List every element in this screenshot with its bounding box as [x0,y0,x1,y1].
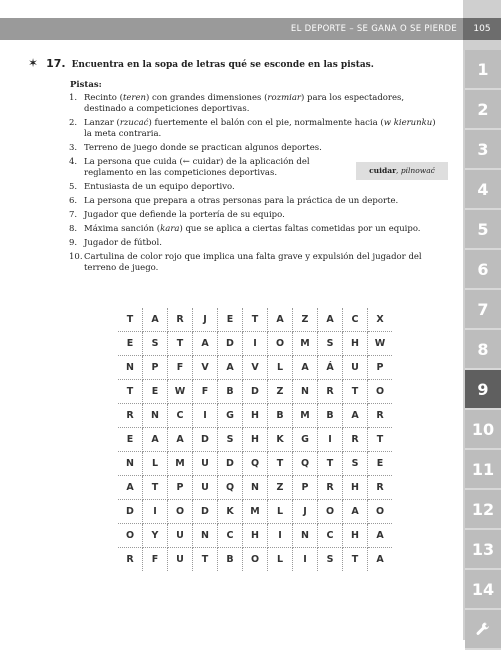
grid-letter[interactable]: T [318,452,343,476]
grid-letter[interactable]: R [118,404,143,428]
clue-text: w kierunku [383,118,433,128]
grid-letter[interactable]: A [368,524,393,548]
grid-letter[interactable]: A [118,476,143,500]
grid-row [118,476,392,500]
grid-letter[interactable]: C [168,404,193,428]
chapter-tab-5[interactable]: 5 [465,210,501,250]
grid-letter[interactable]: K [268,428,293,452]
grid-letter[interactable]: P [293,476,318,500]
grid-letter[interactable]: B [218,380,243,404]
grid-letter[interactable]: I [318,428,343,452]
grid-letter[interactable]: T [168,332,193,356]
grid-letter[interactable]: H [243,428,268,452]
grid-letter[interactable]: A [293,356,318,380]
clue-item [70,143,446,154]
clue-item [70,224,446,235]
grid-letter[interactable]: K [218,500,243,524]
grid-letter[interactable]: Á [318,356,343,380]
grid-letter[interactable]: O [368,380,393,404]
clue-text: kara [160,224,180,234]
chapter-tab-8[interactable]: 8 [465,330,501,370]
clue-text: La persona que prepara a otras personas para la práctica de un deporte. [84,196,399,206]
clue-number: 5. [69,182,78,192]
grid-letter[interactable]: U [168,548,193,572]
clue-number: 4. [69,157,78,167]
clue-text: Recinto ( [84,93,123,103]
grid-letter[interactable]: O [318,500,343,524]
grid-letter[interactable]: O [168,500,193,524]
chapter-tab-14[interactable]: 14 [465,570,501,610]
grid-letter[interactable]: D [193,500,218,524]
grid-letter[interactable]: L [268,548,293,572]
grid-letter[interactable]: V [193,356,218,380]
grid-letter[interactable]: A [143,428,168,452]
grid-letter[interactable]: A [376,554,384,565]
clue-text: ) con grandes dimensiones ( [145,93,268,103]
clue-item [70,182,446,193]
grid-letter[interactable]: R [168,308,193,332]
grid-letter[interactable]: A [343,404,368,428]
clue-number: 7. [69,210,78,220]
grid-row [118,500,392,524]
grid-letter[interactable]: V [243,356,268,380]
clue-text: Máxima sanción ( [84,224,161,234]
grid-letter[interactable]: E [118,332,143,356]
grid-letter[interactable]: J [293,500,318,524]
clue-number: 9. [69,238,78,248]
grid-letter[interactable]: S [318,548,343,572]
clue-item [70,196,446,207]
grid-row [118,524,392,548]
star-icon: ✶ [28,56,39,70]
clue-text: ) para los espectadores, destinado a competiciones deportivas. [84,93,405,114]
grid-letter[interactable]: L [268,500,293,524]
grid-letter[interactable]: E [118,428,143,452]
vocabulary-box [356,162,448,180]
grid-row [118,404,392,428]
grid-letter[interactable]: H [243,404,268,428]
grid-letter[interactable]: R [318,476,343,500]
grid-letter[interactable]: O [243,548,268,572]
grid-letter[interactable]: A [218,356,243,380]
grid-letter[interactable]: W [168,380,193,404]
grid-letter[interactable]: A [193,332,218,356]
grid-letter[interactable]: Z [293,308,318,332]
grid-letter[interactable]: H [343,476,368,500]
grid-letter[interactable]: E [143,380,168,404]
grid-letter[interactable]: T [193,548,218,572]
grid-letter[interactable]: H [343,332,368,356]
grid-letter[interactable]: T [118,380,143,404]
clue-text: teren [122,93,146,103]
chapter-title: EL DEPORTE – SE GANA O SE PIERDE [290,24,457,34]
grid-letter[interactable]: N [118,356,143,380]
clue-number: 3. [69,143,78,153]
clue-text: La persona que cuida (← cuidar) de la aplicación del reglamento en las competiciones deportivas. [84,157,310,178]
grid-letter[interactable]: R [318,380,343,404]
grid-letter[interactable]: T [268,452,293,476]
grid-letter[interactable]: C [218,524,243,548]
grid-letter[interactable]: T [118,308,143,332]
grid-letter[interactable]: G [218,404,243,428]
clue-list [70,93,446,277]
header-bar [0,18,463,40]
grid-letter[interactable]: P [143,356,168,380]
exercise-instruction: Encuentra en la sopa de letras qué se esconde en las pistas. [71,60,374,70]
grid-letter[interactable]: S [343,452,368,476]
grid-letter[interactable]: C [343,308,368,332]
grid-letter[interactable]: D [193,428,218,452]
clue-item [70,210,446,221]
chapter-tab-9[interactable]: 9 [465,370,501,410]
grid-row [118,548,392,572]
clue-text: Entusiasta de un equipo deportivo. [84,182,235,192]
grid-letter[interactable]: D [218,332,243,356]
grid-letter[interactable]: N [118,452,143,476]
grid-letter[interactable]: A [318,308,343,332]
grid-letter[interactable]: M [243,500,268,524]
grid-letter[interactable]: Y [143,524,168,548]
clue-text: Lanzar ( [84,118,120,128]
grid-letter[interactable]: B [318,404,343,428]
grid-letter[interactable]: N [143,404,168,428]
grid-letter[interactable]: U [343,356,368,380]
grid-letter[interactable]: A [343,500,368,524]
grid-letter[interactable]: T [343,548,368,572]
grid-letter[interactable]: T [143,476,168,500]
grid-letter[interactable]: B [218,548,243,572]
chapter-tab-1[interactable]: 1 [465,50,501,90]
grid-letter[interactable]: I [268,524,293,548]
grid-row [118,308,392,332]
grid-letter[interactable]: H [243,524,268,548]
grid-letter[interactable]: U [193,476,218,500]
grid-letter[interactable]: P [168,476,193,500]
clue-text: Terreno de juego donde se practican algunos deportes. [84,143,322,153]
grid-letter[interactable]: C [318,524,343,548]
grid-letter[interactable]: U [193,452,218,476]
grid-letter[interactable]: X [368,308,393,332]
clue-number: 10. [69,252,83,262]
grid-letter[interactable]: I [243,332,268,356]
grid-letter[interactable]: D [118,500,143,524]
grid-letter[interactable]: Q [243,452,268,476]
grid-letter[interactable]: U [168,524,193,548]
chapter-tab-10[interactable]: 10 [465,410,501,450]
exercise-heading [28,56,374,70]
grid-letter[interactable]: M [293,404,318,428]
grid-letter[interactable]: N [293,380,318,404]
grid-letter[interactable]: E [368,452,393,476]
clue-text: ) que se aplica a ciertas faltas cometidas por un equipo. [179,224,421,234]
vocab-translation: pilnować [400,166,435,175]
chapter-tab-13[interactable]: 13 [465,530,501,570]
grid-letter[interactable]: Q [293,452,318,476]
clue-item [70,238,446,249]
grid-letter[interactable]: Q [218,476,243,500]
grid-letter[interactable]: H [343,524,368,548]
clue-item [70,93,446,115]
chapter-tab-12[interactable]: 12 [465,490,501,530]
grid-letter[interactable]: S [318,332,343,356]
grid-letter[interactable]: A [143,308,168,332]
chapter-tab-2[interactable]: 2 [465,90,501,130]
grid-letter[interactable]: R [368,476,393,500]
clue-number: 6. [69,196,78,206]
clue-text: ) fuertemente el balón con el pie, normalmente hacia ( [148,118,384,128]
grid-letter[interactable]: N [243,476,268,500]
grid-letter[interactable]: R [343,428,368,452]
grid-letter[interactable]: O [118,524,143,548]
grid-letter[interactable]: Z [268,476,293,500]
chapter-tab-7[interactable]: 7 [465,290,501,330]
grid-letter[interactable]: R [368,404,393,428]
clue-text: Jugador que defiende la portería de su equipo. [84,210,285,220]
grid-letter[interactable]: F [143,548,168,572]
clue-text: rozmiar [267,93,301,103]
wrench-icon[interactable] [465,610,501,650]
grid-letter[interactable]: N [193,524,218,548]
clue-number: 1. [69,93,78,103]
grid-letter[interactable]: N [293,524,318,548]
grid-letter[interactable]: I [193,404,218,428]
vocab-word: cuidar [369,166,397,175]
clue-number: 2. [69,118,78,128]
grid-letter[interactable]: D [218,452,243,476]
chapter-tab-4[interactable]: 4 [465,170,501,210]
grid-letter[interactable]: W [368,332,393,356]
grid-row [118,356,392,380]
clue-text: rzucać [119,118,149,128]
clue-item [70,118,446,140]
grid-row [118,452,392,476]
clue-text: Cartulina de color rojo que implica una falta grave y expulsión del jugador del terreno de juego. [84,252,422,273]
word-search-grid [118,308,392,571]
grid-letter[interactable]: M [168,452,193,476]
grid-letter[interactable]: I [143,500,168,524]
grid-letter[interactable]: T [243,308,268,332]
grid-letter[interactable]: F [193,380,218,404]
grid-letter[interactable]: L [268,356,293,380]
exercise-number: 17. [46,57,66,70]
grid-letter[interactable]: O [268,332,293,356]
chapter-tab-11[interactable]: 11 [465,450,501,490]
grid-letter[interactable]: D [243,380,268,404]
grid-letter[interactable]: E [218,308,243,332]
grid-letter[interactable]: S [143,332,168,356]
grid-letter[interactable]: Z [268,380,293,404]
grid-letter[interactable]: A [168,428,193,452]
clue-text: ) la meta contraria. [84,118,436,139]
grid-row [118,428,392,452]
grid-letter[interactable]: F [168,356,193,380]
grid-letter[interactable]: B [268,404,293,428]
hints-title: Pistas: [70,80,102,90]
clue-item [70,252,446,274]
grid-row [118,380,392,404]
chapter-tab-3[interactable]: 3 [465,130,501,170]
grid-row [118,332,392,356]
grid-letter[interactable]: R [118,548,143,572]
chapter-tab-6[interactable]: 6 [465,250,501,290]
grid-letter[interactable]: P [368,356,393,380]
vocab-separator: , [396,166,401,175]
grid-letter[interactable]: J [193,308,218,332]
grid-letter[interactable]: G [293,428,318,452]
grid-letter[interactable]: A [268,308,293,332]
grid-letter[interactable]: L [143,452,168,476]
grid-letter[interactable]: M [293,332,318,356]
grid-letter[interactable]: T [343,380,368,404]
grid-letter[interactable]: O [368,500,393,524]
clue-number: 8. [69,224,78,234]
grid-letter[interactable]: T [368,428,393,452]
grid-letter[interactable]: I [293,548,318,572]
page-number: 105 [463,18,501,40]
grid-letter[interactable]: S [218,428,243,452]
clue-text: Jugador de fútbol. [84,238,162,248]
